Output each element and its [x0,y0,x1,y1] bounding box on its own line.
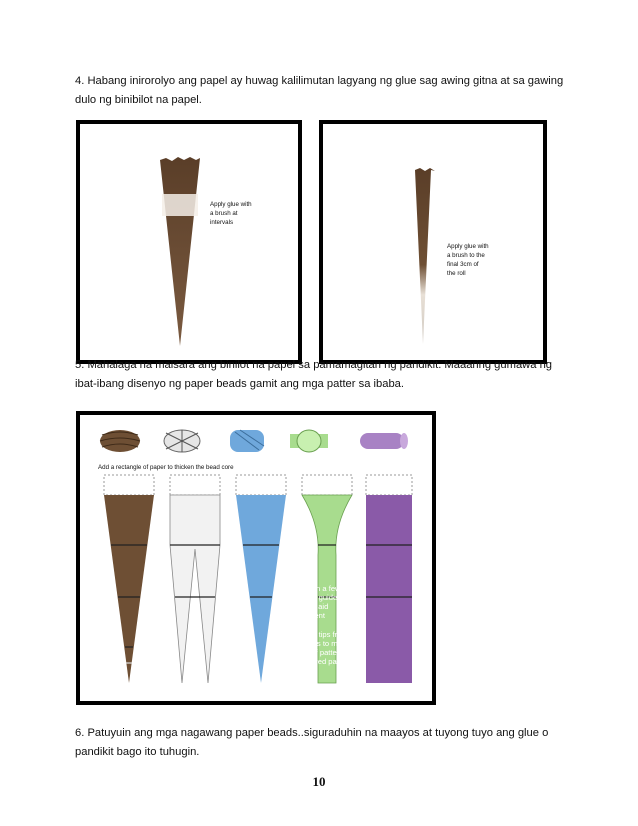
paper-cone [415,168,435,344]
glue-band [162,194,198,216]
note-2-line-4: or lettered papers [292,657,352,666]
bead-blue [230,430,264,452]
bead-patterns-figure [76,411,436,705]
caption-line-1: Apply glue with [447,243,489,250]
note-2-line-2: triangles to make [292,639,350,648]
glue-intervals-illustration [80,124,298,360]
step-4-text: 4. Habang inirorolyo ang papel ay huwag kalilimutan lagyang ng glue sag awing gitna at sa gawing dulo ng binibilot na papel. [75,75,564,106]
note-1-line-4: alignment [292,611,325,620]
note-2-line-3: more of patterned [292,648,352,657]
caption-line-2: a brush to the [447,252,485,259]
caption-line-3: intervals [210,219,234,226]
step-6-text: 6. Patuyuin ang mga nagawang paper beads..siguraduhin na maayos at tuyong tuyo ang glue o pandikit bago ito tuhugin. [75,727,549,758]
glue-final-figure [319,120,547,364]
strip-purple [366,475,412,683]
note-1-line-3: lines to aid [292,602,329,611]
glue-final-illustration [323,124,543,360]
note-1-line-1: Draw on a few [292,584,341,593]
bead-brown [100,430,140,452]
strip-blue [236,475,286,683]
glue-intervals-figure [76,120,302,364]
page-number: 10 [312,774,326,789]
note-1-line-2: parallel guide [292,593,338,602]
bead-green [290,430,328,452]
caption-line-4: the roll [447,270,466,277]
strip-brown [104,475,154,683]
bead-purple [360,433,408,449]
figure-header: Add a rectangle of paper to thicken the bead core [98,464,234,471]
strip-white [170,475,220,683]
step-5-text: 5. Mahalaga na maisara ang binilot na papel sa pamamagitan ng pandikit. Maaaring gumawa ng ibat-ibang disenyo ng paper beads gamit ang mga patter sa ibaba. [75,359,553,390]
caption-line-1: Apply glue with [210,201,252,208]
paper-cone [160,157,200,346]
caption-line-2: a brush at [210,210,238,217]
caption-line-3: final 3cm of [447,261,479,268]
note-2-line-1: Cut the tips from [292,630,348,639]
bead-patterns-illustration [80,415,432,701]
bead-white [164,430,200,452]
